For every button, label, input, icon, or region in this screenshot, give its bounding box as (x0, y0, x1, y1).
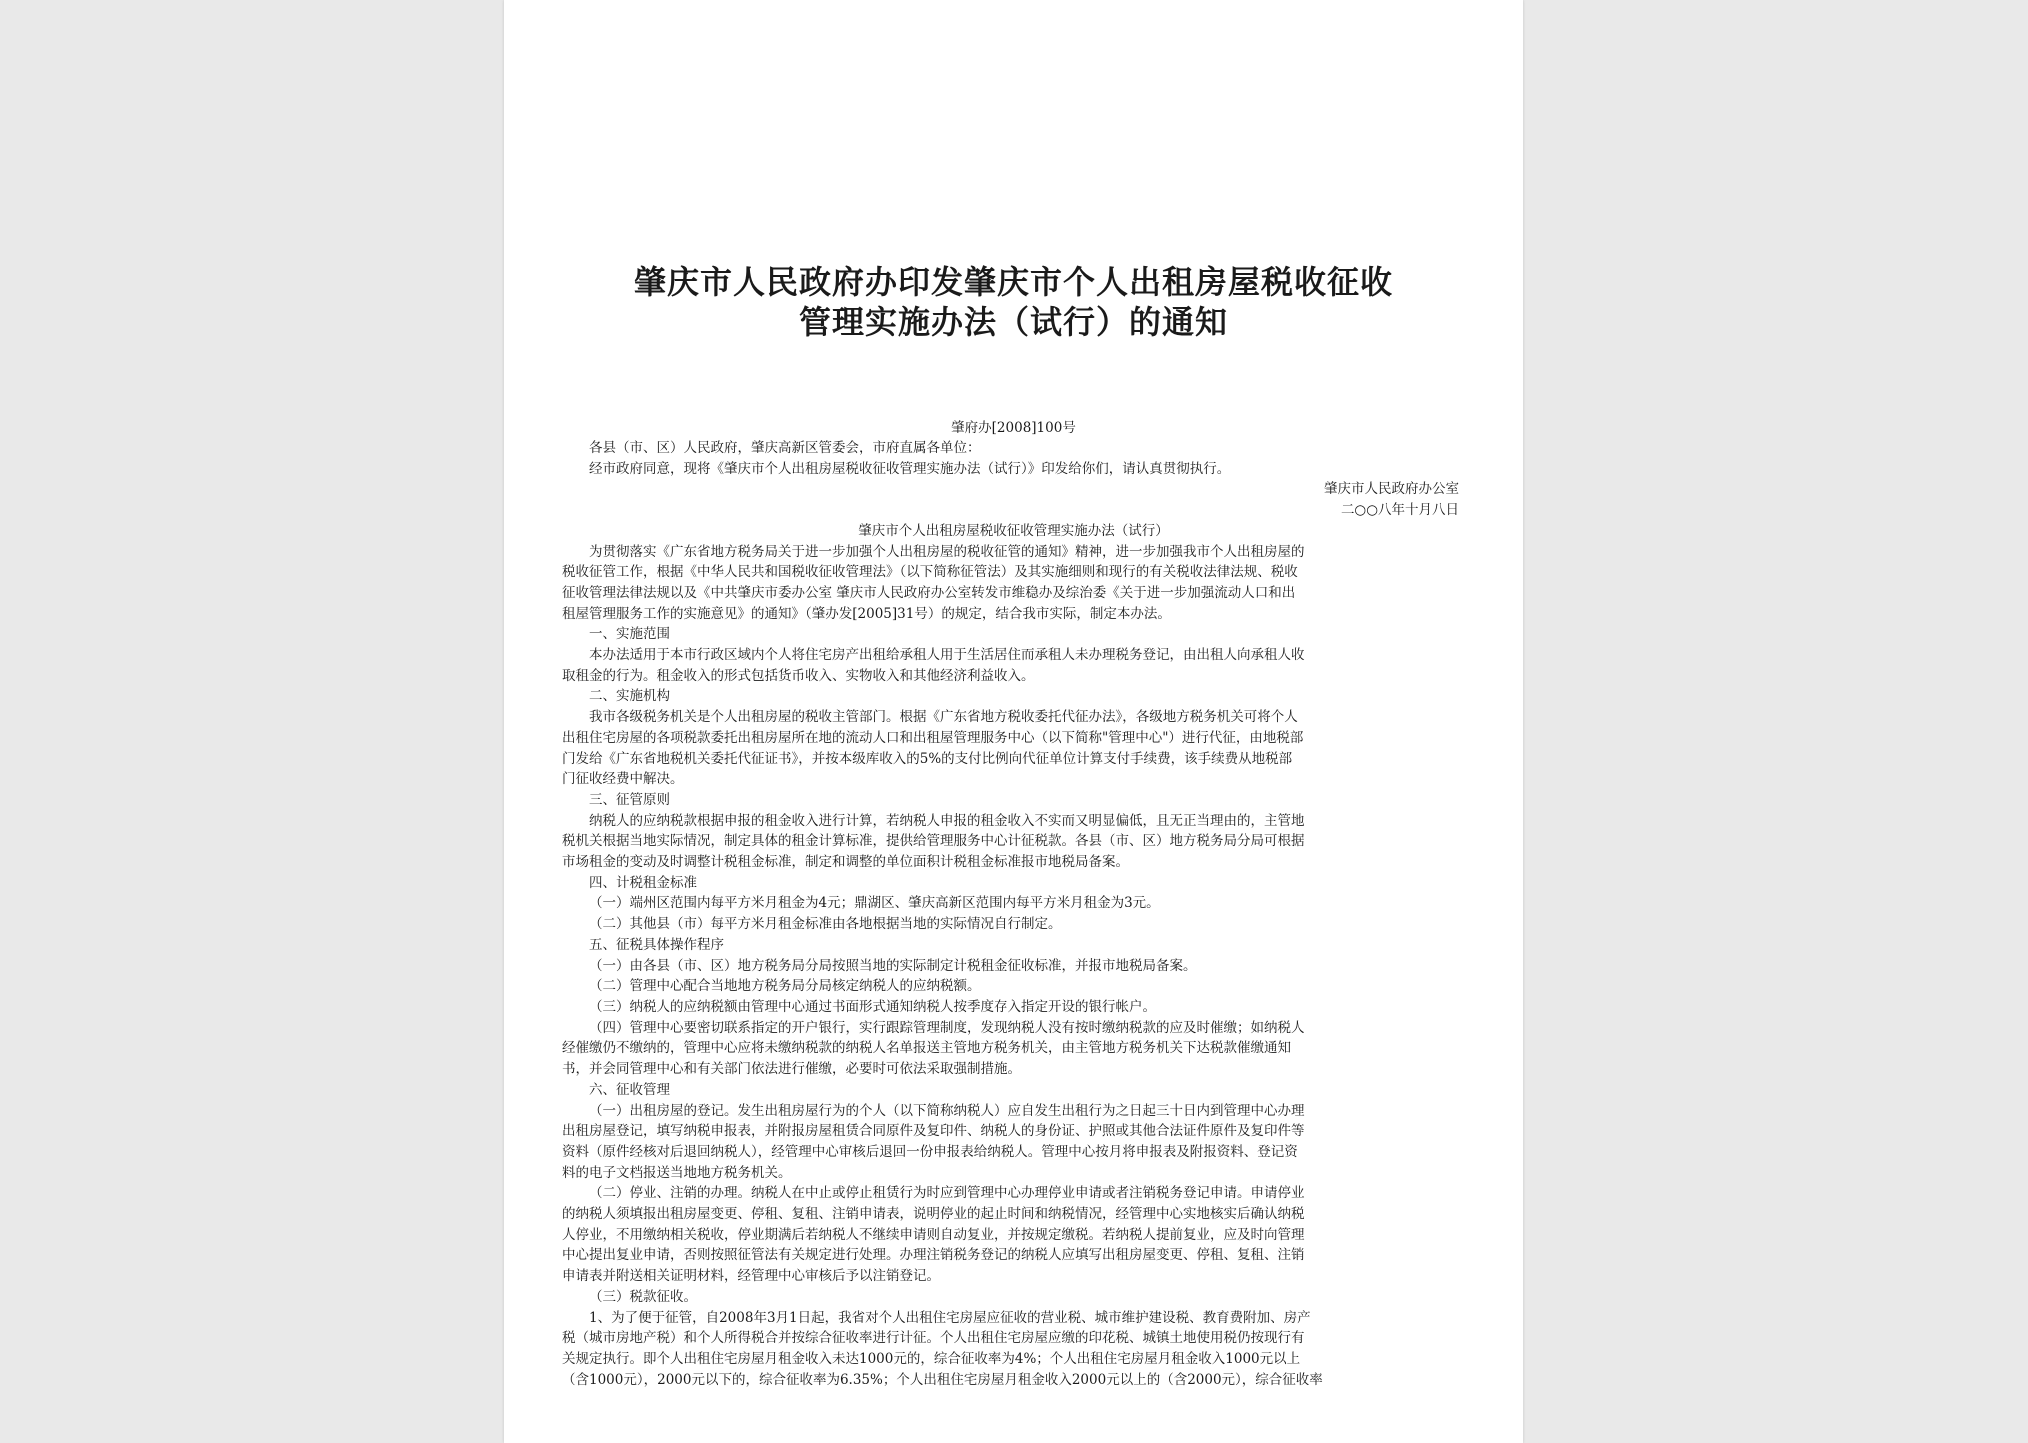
sub-title: 肇庆市个人出租房屋税收征收管理实施办法（试行） (858, 522, 1169, 539)
body-line: 出租住宅房屋的各项税款委托出租房屋所在地的流动人口和出租屋管理服务中心（以下简称"管理中心"）进行代征，由地税部 (562, 729, 1304, 746)
section-heading: 二、实施机构 (589, 688, 670, 705)
body-line: 1、为了便于征管，自2008年3月1日起，我省对个人出租住宅房屋应征收的营业税、城市维护建设税、教育费附加、房产 (589, 1309, 1311, 1326)
body-line: （一）出租房屋的登记。发生出租房屋行为的个人（以下简称纳税人）应自发生出租行为之日起三十日内到管理中心办理 (589, 1102, 1305, 1119)
issue-date: 二○○八年十月八日 (1340, 502, 1459, 519)
title-line: 肇庆市人民政府办印发肇庆市个人出租房屋税收征收 (633, 263, 1393, 301)
body-line: 资料（原件经核对后退回纳税人），经管理中心审核后退回一份申报表给纳税人。管理中心按月将申报表及附报资料、登记资 (562, 1143, 1298, 1160)
section-heading: 四、计税租金标准 (589, 874, 697, 891)
body-line: 中心提出复业申请，否则按照征管法有关规定进行处理。办理注销税务登记的纳税人应填写出租房屋变更、停租、复租、注销 (562, 1247, 1305, 1264)
body-line: （二）其他县（市）每平方米月租金标准由各地根据当地的实际情况自行制定。 (589, 916, 1062, 933)
body-line: 本办法适用于本市行政区域内个人将住宅房产出租给承租人用于生活居住而承租人未办理税务登记，由出租人向承租人收 (589, 647, 1305, 664)
body-line: （三）纳税人的应纳税额由管理中心通过书面形式通知纳税人按季度存入指定开设的银行帐户。 (589, 998, 1156, 1015)
body-line: （四）管理中心要密切联系指定的开户银行，实行跟踪管理制度，发现纳税人没有按时缴纳税款的应及时催缴；如纳税人 (589, 1019, 1305, 1036)
body-line: 出租房屋登记，填写纳税申报表，并附报房屋租赁合同原件及复印件、纳税人的身份证、护照或其他合法证件原件及复印件等 (562, 1123, 1305, 1140)
document-title (562, 262, 1465, 342)
body-line: 我市各级税务机关是个人出租房屋的税收主管部门。根据《广东省地方税收委托代征办法》，各级地方税务机关可将个人 (589, 709, 1298, 726)
body-text (562, 542, 1465, 1391)
section-heading: 三、征管原则 (589, 791, 670, 808)
body-line: 关规定执行。即个人出租住宅房屋月租金收入未达1000元的，综合征收率为4%；个人出租住宅房屋月租金收入1000元以上 (562, 1350, 1301, 1367)
title-line: 管理实施办法（试行）的通知 (798, 303, 1228, 341)
body-line: 书，并会同管理中心和有关部门依法进行催缴，必要时可依法采取强制措施。 (562, 1061, 1021, 1078)
body-line: 租屋管理服务工作的实施意见》的通知》（肇办发[2005]31号）的规定，结合我市实际，制定本办法。 (562, 605, 1171, 622)
document-number: 肇府办[2008]100号 (951, 420, 1076, 436)
body-line: 门发给《广东省地税机关委托代征证书》，并按本级库收入的5%的支付比例向代征单位计算支付手续费，该手续费从地税部 (562, 750, 1293, 767)
addressee: 各县（市、区）人民政府，肇庆高新区管委会，市府直属各单位： (589, 440, 981, 456)
body-line: （三）税款征收。 (589, 1288, 697, 1305)
body-line: （一）由各县（市、区）地方税务局分局按照当地的实际制定计税租金征收标准，并报市地税局备案。 (589, 957, 1197, 974)
body-line: （二）管理中心配合当地地方税务局分局核定纳税人的应纳税额。 (589, 978, 981, 995)
intro-paragraph: 经市政府同意，现将《肇庆市个人出租房屋税收征收管理实施办法（试行）》印发给你们，请认真贯彻执行。 (589, 460, 1231, 477)
body-line: （一）端州区范围内每平方米月租金为4元；鼎湖区、肇庆高新区范围内每平方米月租金为3元。 (589, 895, 1160, 912)
body-line: 税收征管工作，根据《中华人民共和国税收征收管理法》（以下简称征管法）及其实施细则和现行的有关税收法律法规、税收 (562, 564, 1298, 581)
issuer: 肇庆市人民政府办公室 (1324, 481, 1459, 498)
body-line: 取租金的行为。租金收入的形式包括货币收入、实物收入和其他经济利益收入。 (562, 667, 1035, 684)
body-line: 市场租金的变动及时调整计税租金标准，制定和调整的单位面积计税租金标准报市地税局备案。 (562, 854, 1129, 871)
body-line: （二）停业、注销的办理。纳税人在中止或停止租赁行为时应到管理中心办理停业申请或者注销税务登记申请。申请停业 (589, 1185, 1305, 1202)
body-line: 税机关根据当地实际情况，制定具体的租金计算标准，提供给管理服务中心计征税款。各县（市、区）地方税务局分局可根据 (562, 833, 1305, 850)
body-line: 申请表并附送相关证明材料，经管理中心审核后予以注销登记。 (562, 1268, 940, 1285)
body-line: 人停业，不用缴纳相关税收，停业期满后若纳税人不继续申请则自动复业，并按规定缴税。若纳税人提前复业，应及时向管理 (562, 1226, 1305, 1243)
body-line: （含1000元），2000元以下的，综合征收率为6.35%；个人出租住宅房屋月租金收入2000元以上的（含2000元），综合征收率 (562, 1371, 1323, 1388)
body-line: 门征收经费中解决。 (562, 771, 684, 788)
section-heading: 六、征收管理 (589, 1081, 670, 1098)
section-heading: 一、实施范围 (589, 626, 670, 643)
document-page (504, 0, 1523, 1443)
body-line: 的纳税人须填报出租房屋变更、停租、复租、注销申请表，说明停业的起止时间和纳税情况，经管理中心实地核实后确认纳税 (562, 1206, 1305, 1223)
body-line: 征收管理法律法规以及《中共肇庆市委办公室 肇庆市人民政府办公室转发市维稳办及综治委《关于进一步加强流动人口和出 (562, 584, 1296, 601)
body-line: 税（城市房地产税）和个人所得税合并按综合征收率进行计征。个人出租住宅房屋应缴的印花税、城镇土地使用税仍按现行有 (562, 1330, 1305, 1347)
body-line: 料的电子文档报送当地地方税务机关。 (562, 1164, 792, 1181)
body-line: 为贯彻落实《广东省地方税务局关于进一步加强个人出租房屋的税收征管的通知》精神，进一步加强我市个人出租房屋的 (589, 543, 1305, 560)
body-line: 经催缴仍不缴纳的，管理中心应将未缴纳税款的纳税人名单报送主管地方税务机关，由主管地方税务机关下达税款催缴通知 (562, 1040, 1291, 1057)
section-heading: 五、征税具体操作程序 (589, 936, 724, 953)
body-line: 纳税人的应纳税款根据申报的租金收入进行计算，若纳税人申报的租金收入不实而又明显偏低，且无正当理由的，主管地 (589, 812, 1305, 829)
